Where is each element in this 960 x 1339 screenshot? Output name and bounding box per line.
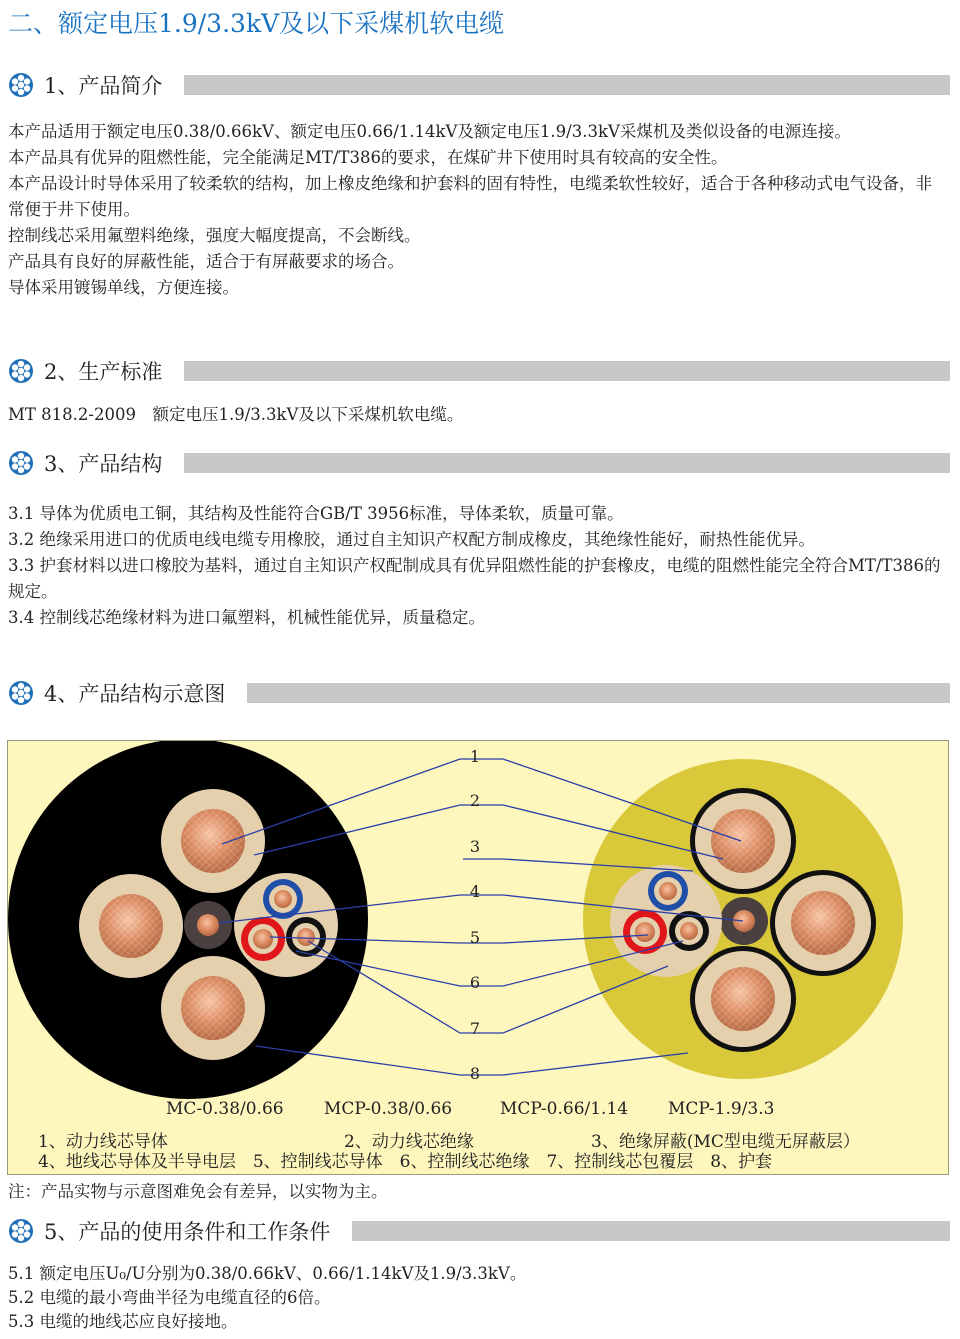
section-header-intro	[8, 70, 950, 100]
paragraph: 导体采用镀锡单线，方便连接。	[8, 278, 239, 297]
paragraph: MT 818.2-2009 额定电压1.9/3.3kV及以下采煤机软电缆。	[8, 405, 464, 424]
power-core	[161, 956, 265, 1060]
section-heading: 2、生产标准	[44, 360, 163, 384]
standard-text	[8, 402, 946, 428]
cable-structure-diagram	[7, 740, 949, 1175]
section-heading: 4、产品结构示意图	[44, 682, 226, 706]
paragraph: 5.1 额定电压U₀/U分别为0.38/0.66kV、0.66/1.14kV及1.9/3.3kV。	[8, 1264, 527, 1283]
earth-core	[720, 897, 768, 945]
control-core-group	[610, 865, 722, 977]
legend-row: 4、地线芯导体及半导电层 5、控制线芯导体 6、控制线芯绝缘 7、控制线芯包覆层 8、护套	[38, 1152, 773, 1172]
paragraph: 3.4 控制线芯绝缘材料为进口氟塑料，机械性能优异，质量稳定。	[8, 608, 485, 627]
section-heading: 1、产品简介	[44, 74, 163, 98]
legend-item: 3、绝缘屏蔽(MC型电缆无屏蔽层）	[591, 1132, 860, 1152]
power-core	[161, 789, 265, 893]
section-divider-bar	[184, 75, 950, 95]
paragraph: 5.3 电缆的地线芯应良好接地。	[8, 1312, 238, 1331]
callout-number: 6	[469, 973, 481, 992]
cable-section-icon	[8, 72, 34, 98]
cable-section-icon	[8, 450, 34, 476]
paragraph: 3.2 绝缘采用进口的优质电线电缆专用橡胶，通过自主知识产权配方制成橡皮，其绝缘性能好，耐热性能优异。	[8, 530, 815, 549]
callout-number: 5	[469, 928, 481, 947]
section-heading: 3、产品结构	[44, 452, 163, 476]
paragraph: 5.2 电缆的最小弯曲半径为电缆直径的6倍。	[8, 1288, 331, 1307]
section-divider-bar	[352, 1221, 950, 1241]
model-label: MCP-1.9/3.3	[668, 1099, 775, 1119]
callout-number: 8	[469, 1064, 481, 1083]
model-label: MC-0.38/0.66	[166, 1099, 284, 1119]
paragraph: 本产品具有优异的阻燃性能，完全能满足MT/T386的要求，在煤矿井下使用时具有较高的安全性。	[8, 148, 728, 167]
power-core	[79, 874, 183, 978]
paragraph: 本产品适用于额定电压0.38/0.66kV、额定电压0.66/1.14kV及额定电压1.9/3.3kV采煤机及类似设备的电源连接。	[8, 122, 851, 141]
section-header-diagram	[8, 678, 950, 708]
section-header-structure	[8, 448, 950, 478]
callout-number: 3	[469, 837, 481, 856]
legend-item: 1、动力线芯导体	[38, 1132, 168, 1152]
paragraph: 产品具有良好的屏蔽性能，适合于有屏蔽要求的场合。	[8, 252, 404, 271]
earth-core	[184, 901, 232, 949]
callout-number: 4	[469, 882, 481, 901]
section-header-standard	[8, 356, 950, 386]
callout-number: 2	[469, 791, 481, 810]
intro-text	[8, 119, 946, 301]
cable-section-icon	[8, 680, 34, 706]
section-heading: 5、产品的使用条件和工作条件	[44, 1220, 331, 1244]
power-core	[690, 788, 796, 894]
conditions-text	[8, 1262, 946, 1334]
section-divider-bar	[184, 453, 950, 473]
paragraph: 控制线芯采用氟塑料绝缘，强度大幅度提高，不会断线。	[8, 226, 421, 245]
paragraph: 3.3 护套材料以进口橡胶为基料，通过自主知识产权配制成具有优异阻燃性能的护套橡皮，电缆的阻燃性能完全符合MT/T386的规定。	[8, 556, 941, 601]
power-core	[770, 870, 876, 976]
paragraph: 3.1 导体为优质电工铜，其结构及性能符合GB/T 3956标准，导体柔软，质量可靠。	[8, 504, 624, 523]
model-label: MCP-0.66/1.14	[500, 1099, 629, 1119]
control-core-group	[234, 873, 338, 977]
cable-section-icon	[8, 1218, 34, 1244]
section-divider-bar	[184, 361, 950, 381]
page-title: 二、额定电压1.9/3.3kV及以下采煤机软电缆	[8, 9, 505, 38]
section-divider-bar	[247, 683, 950, 703]
left-cable-section	[8, 741, 368, 1099]
model-label: MCP-0.38/0.66	[324, 1099, 453, 1119]
right-cable-section	[583, 759, 903, 1079]
power-core	[690, 946, 796, 1052]
structure-text	[8, 501, 946, 631]
paragraph: 本产品设计时导体采用了较柔软的结构，加上橡皮绝缘和护套料的固有特性，电缆柔软性较好，适合于各种移动式电气设备，非常便于井下使用。	[8, 174, 932, 219]
callout-number: 1	[469, 747, 481, 766]
cable-section-icon	[8, 358, 34, 384]
legend-item: 2、动力线芯绝缘	[344, 1132, 474, 1152]
section-header-conditions	[8, 1216, 950, 1246]
callout-number: 7	[469, 1019, 481, 1038]
diagram-note: 注：产品实物与示意图难免会有差异，以实物为主。	[8, 1182, 388, 1201]
